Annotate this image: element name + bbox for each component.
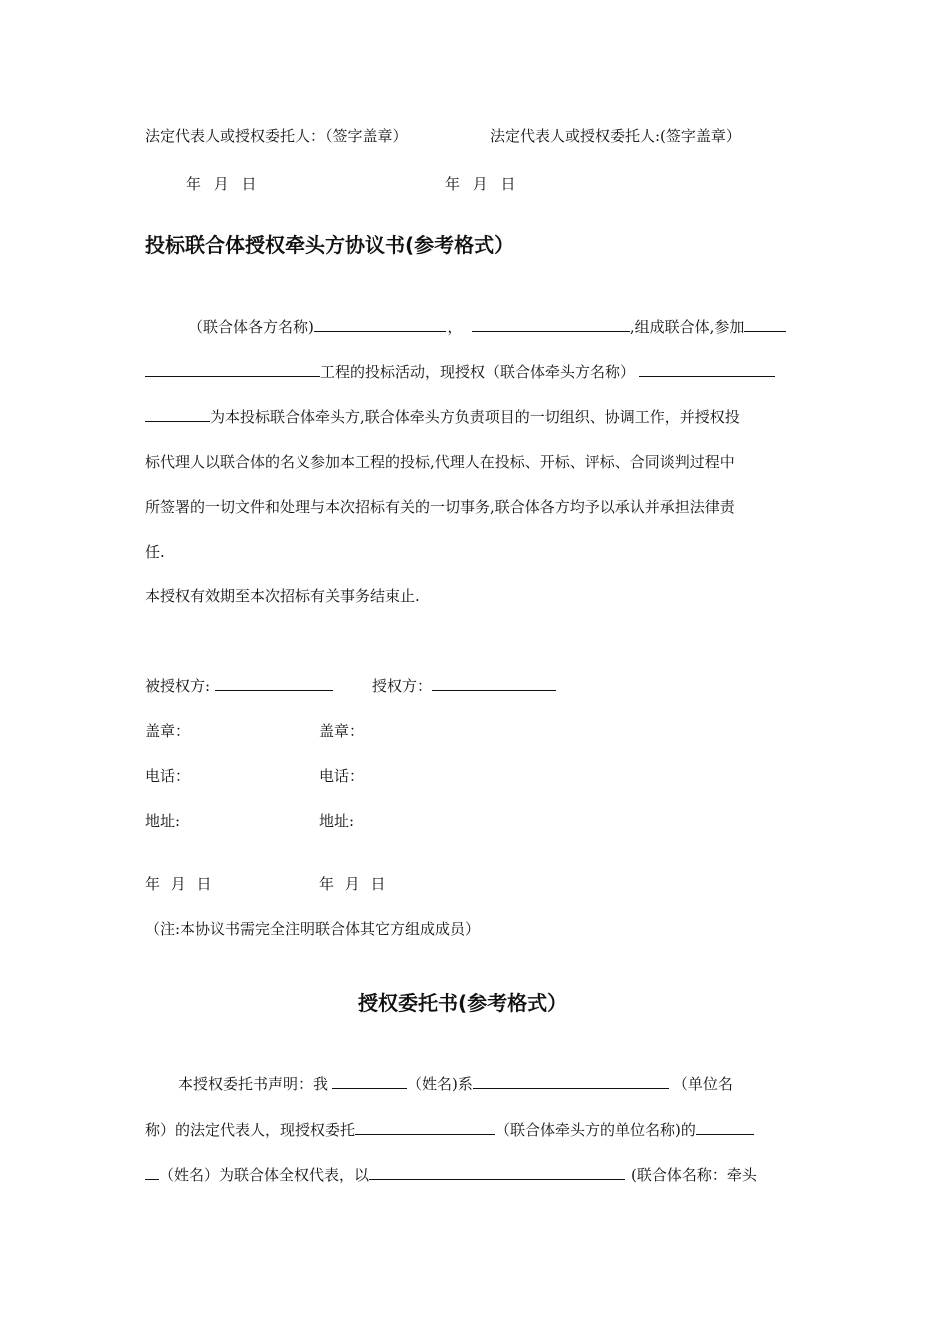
seal-label-right: 盖章：	[319, 722, 365, 740]
text: ，	[447, 318, 463, 336]
text: （单位名	[672, 1075, 733, 1093]
blank-member-2	[472, 317, 630, 332]
authorizer-party-line	[372, 676, 556, 696]
text: 工程的投标活动，现授权（联合体牵头方名称）	[320, 363, 636, 381]
authorized-label: 被授权方:	[145, 677, 211, 695]
blank-consortium-name	[369, 1165, 625, 1180]
sign-right-label: 法定代表人或授权委托人:(签字盖章）	[490, 127, 741, 145]
blank-unit	[473, 1074, 669, 1089]
text: （联合体牵头方的单位名称)的	[495, 1121, 696, 1139]
text: 称）的法定代表人，现授权委托	[145, 1121, 356, 1139]
power-line-2	[145, 1120, 754, 1140]
blank-name	[332, 1074, 407, 1089]
text: （姓名)系	[407, 1075, 473, 1093]
blank-authorized	[215, 676, 333, 691]
address-label-right: 地址:	[319, 812, 355, 830]
blank-lead-b	[145, 407, 210, 422]
blank-member-1	[314, 317, 446, 332]
sign-date-left: 年 月 日	[186, 175, 257, 193]
agreement-date-left: 年 月 日	[145, 875, 212, 893]
power-line-3	[145, 1165, 757, 1185]
text: ,组成联合体,参加	[629, 318, 745, 336]
blank-authorizer	[432, 676, 556, 691]
power-line-1	[178, 1074, 733, 1094]
blank-project-b	[145, 362, 320, 377]
blank-lead-a	[639, 362, 775, 377]
agreement-title: 投标联合体授权牵头方协议书(参考格式）	[145, 233, 515, 257]
agreement-line-1	[188, 317, 786, 337]
agreement-validity: 本授权有效期至本次招标有关事务结束止.	[145, 587, 420, 605]
blank-representative-a	[696, 1120, 754, 1135]
sign-left-label: 法定代表人或授权委托人：（签字盖章）	[145, 127, 408, 145]
authorized-party-line	[145, 676, 333, 696]
agreement-line-6: 任.	[145, 543, 165, 561]
agreement-line-4: 标代理人以联合体的名义参加本工程的投标,代理人在投标、开标、评标、合同谈判过程中	[145, 453, 735, 471]
text: (联合体名称：牵头	[631, 1166, 757, 1184]
blank-lead-unit	[355, 1120, 495, 1135]
power-title: 授权委托书(参考格式）	[358, 991, 568, 1015]
agreement-date-right: 年 月 日	[319, 875, 386, 893]
agreement-line-2	[145, 362, 775, 382]
sign-date-right: 年 月 日	[445, 175, 516, 193]
blank-project-a	[744, 317, 786, 332]
text: （联合体各方名称)	[188, 318, 314, 336]
blank-representative-b	[145, 1165, 159, 1180]
seal-label-left: 盖章：	[145, 722, 191, 740]
address-label-left: 地址:	[145, 812, 181, 830]
agreement-line-3	[145, 407, 740, 427]
authorizer-label: 授权方：	[372, 677, 433, 695]
agreement-line-5: 所签署的一切文件和处理与本次招标有关的一切事务,联合体各方均予以承认并承担法律责	[145, 498, 735, 516]
text: 为本投标联合体牵头方,联合体牵头方负责项目的一切组织、协调工作，并授权投	[210, 408, 740, 426]
phone-label-left: 电话：	[145, 767, 191, 785]
agreement-note: （注:本协议书需完全注明联合体其它方组成成员）	[145, 920, 481, 938]
text: 本授权委托书声明：我	[178, 1075, 329, 1093]
phone-label-right: 电话：	[319, 767, 365, 785]
text: （姓名）为联合体全权代表，以	[159, 1166, 370, 1184]
